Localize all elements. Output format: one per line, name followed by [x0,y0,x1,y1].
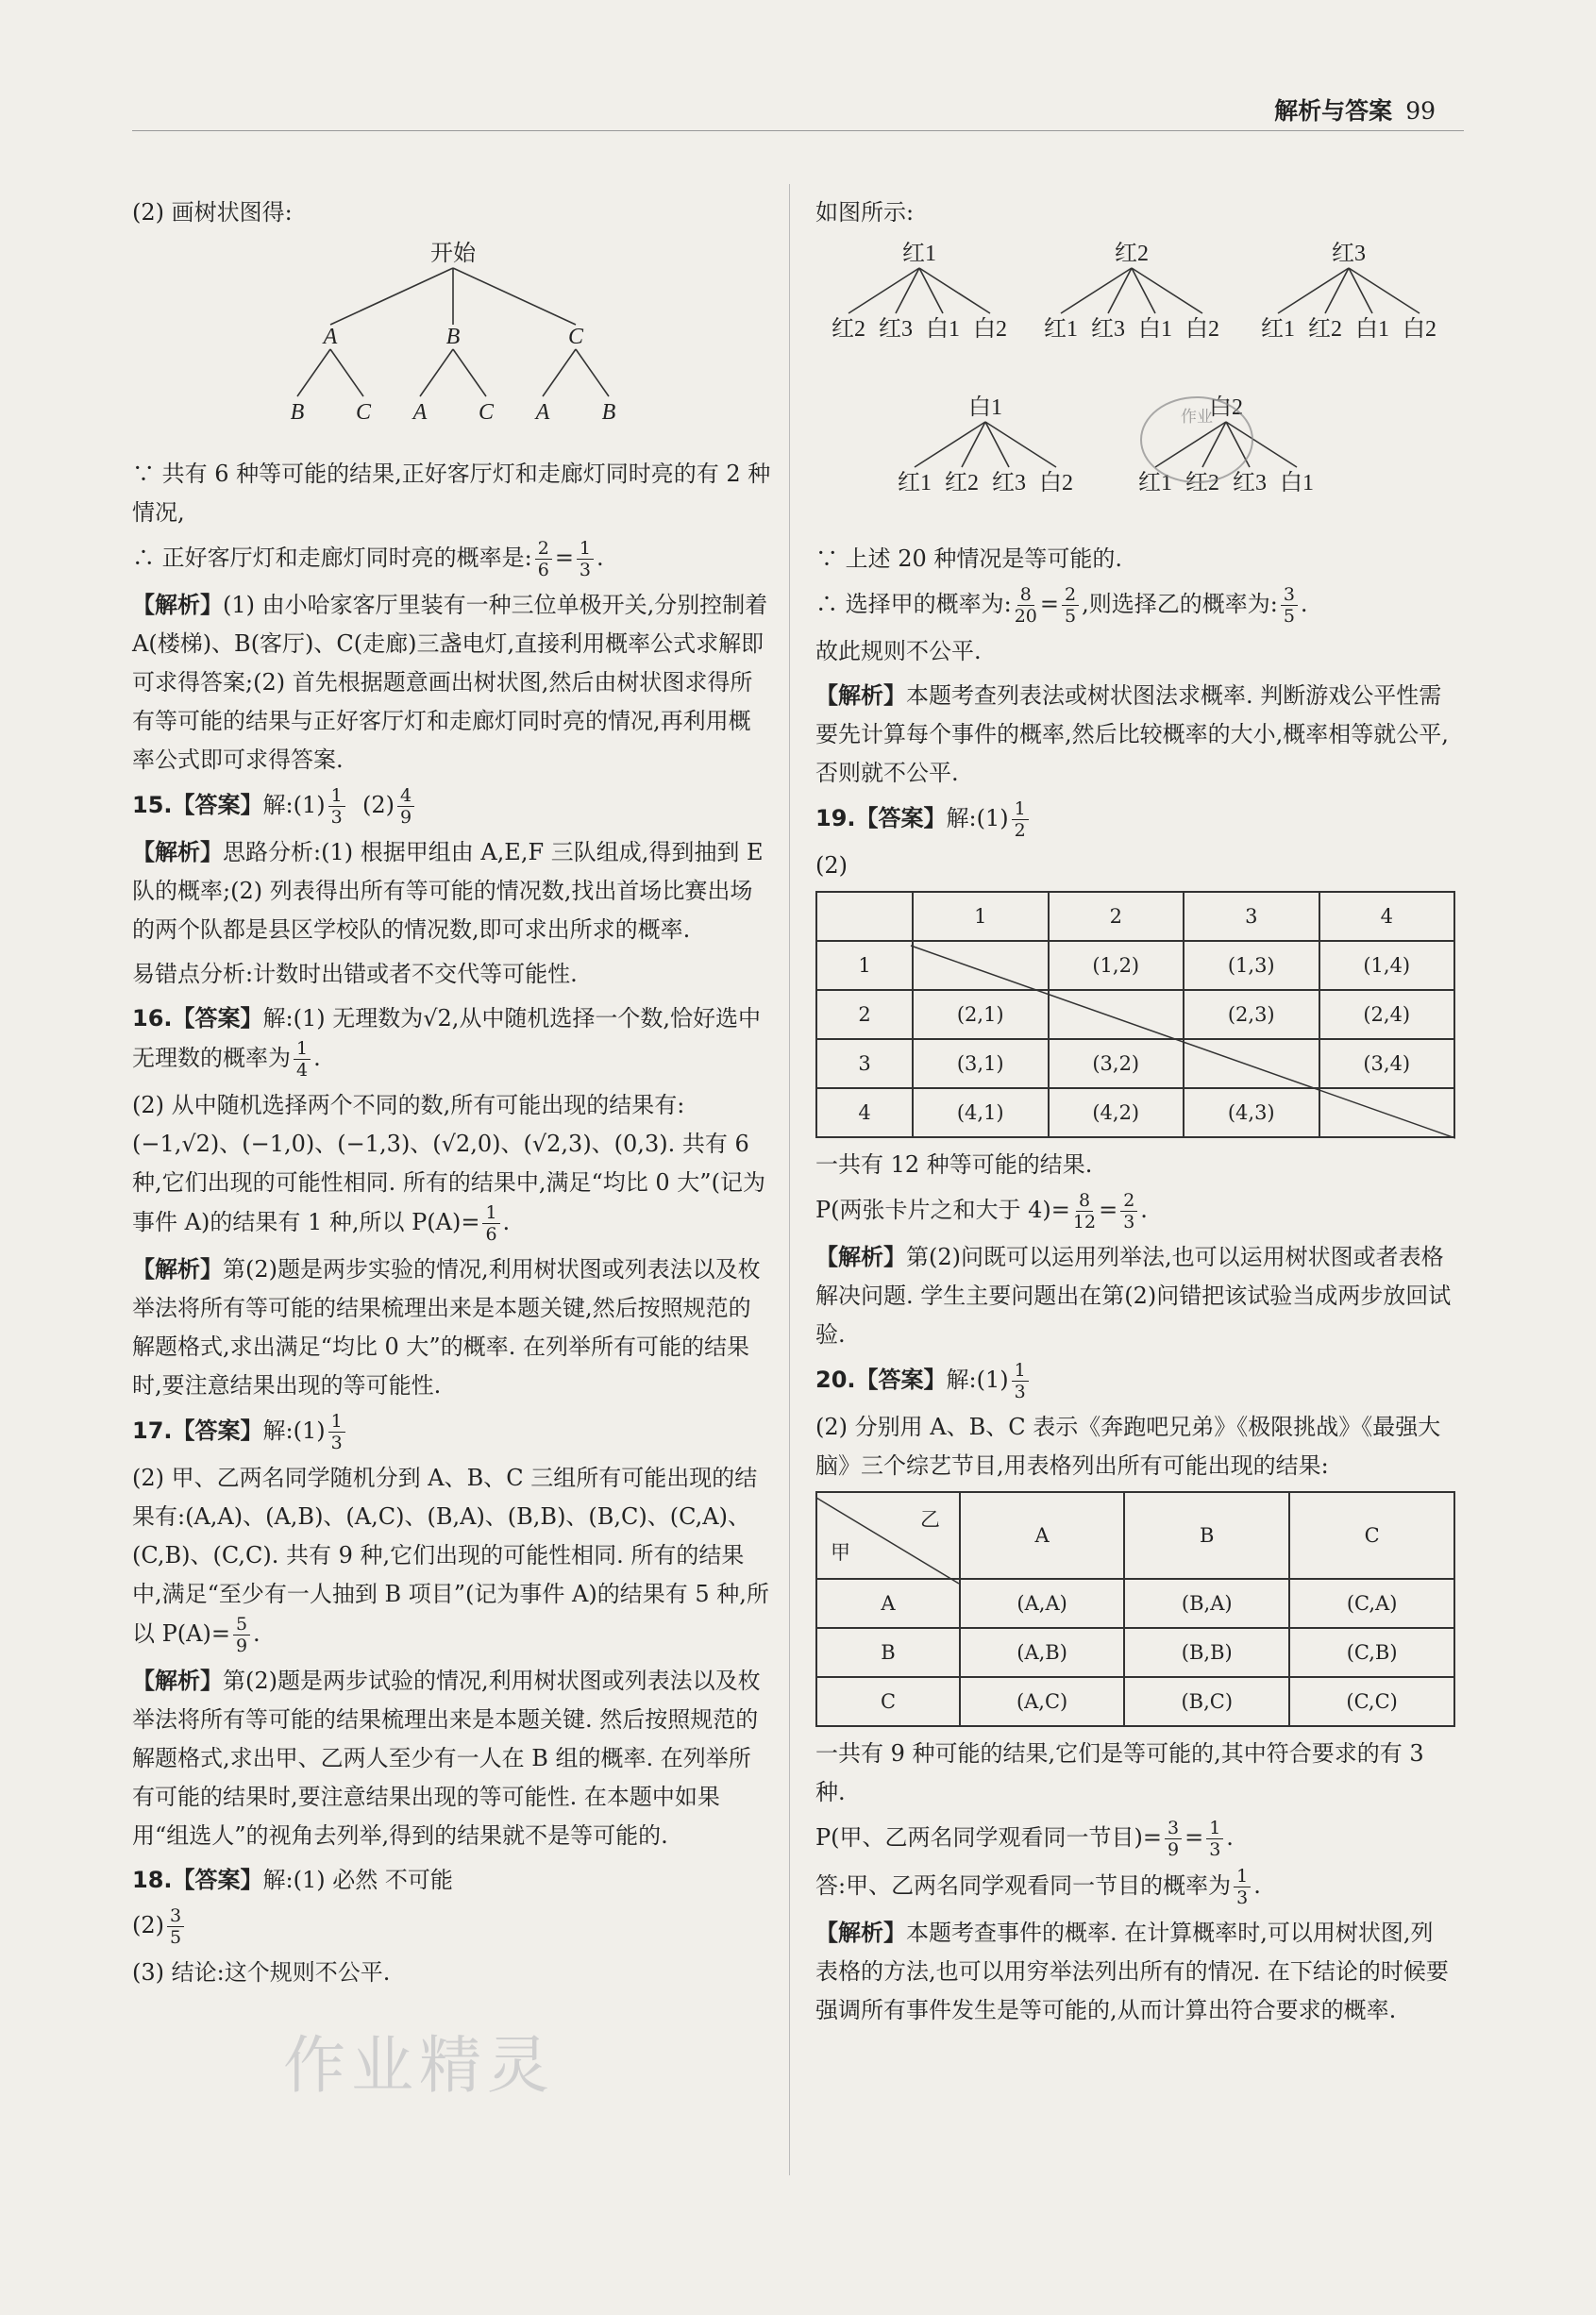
q18-part2: (2) $\frac{3}{5}$ [132,1905,772,1948]
q18-conclusion-1: ∵ 上述 20 种情况是等可能的. [815,545,1123,572]
q14-analysis: 【解析】(1) 由小哈家客厅里装有一种三位单极开关,分别控制着 A(楼梯)、B(客厅)、C(走廊)三盏电灯,直接利用概率公式求解即可求得答案;(2) 首先根据题意画出树状图,然后由树状图求得所有等可能的结果与正好客厅灯和走廊灯同时亮的情况,再利用概率公式即可求得答案. [132,592,768,773]
tree-root: 白1 [968,395,1002,420]
q18-analysis: 【解析】本题考查列表法或树状图法求概率. 判断游戏公平性需要先计算每个事件的概率,然后比较概率的大小,概率相等就公平,否则就不公平. [815,682,1449,786]
fraction: $\frac{2}{5}$ [1062,584,1079,627]
tree-root: 红2 [1115,242,1149,266]
tree-leaf: 红1 [1044,317,1078,342]
stamp-logo: 作业 [1140,396,1253,483]
fraction: $\frac{8}{12}$ [1072,1190,1097,1233]
table-row: 乙 甲 A B C [816,1492,1454,1579]
q14-probability: ∴ 正好客厅灯和走廊灯同时亮的概率是: $\frac{2}{6}$ = $\frac{1}{3}$ . [132,538,604,580]
tree-leaf: 红2 [832,317,865,342]
table20-wrap [815,1491,1455,1727]
table-row: 2 (2,1) (2,3) (2,4) [816,990,1454,1039]
q19-analysis: 【解析】第(2)问既可以运用列举法,也可以运用树状图或者表格解决问题. 学生主要问题出在第(2)问错把该试验当成两步放回试验. [815,1244,1452,1348]
watermark: 作业精灵 [283,2029,555,2102]
table19-diagonal [815,897,1455,1142]
tree-leaf: 白1 [1355,317,1389,342]
header-title: 解析与答案 [1274,97,1393,125]
q15-answer: 15.【答案】解:(1) $\frac{1}{3}$ (2) $\frac{4}{9}$ [132,785,772,828]
q18-answer: 18.【答案】解:(1) 必然 不可能 [132,1867,453,1893]
tree-root: 开始 [430,242,476,266]
table-row: 1 (1,2) (1,3) (1,4) [816,941,1454,990]
q19-answer: 19.【答案】解:(1) $\frac{1}{2}$ [815,798,1455,841]
left-column [132,193,772,1998]
tree-leaf: A [412,400,428,425]
tree-node: B [445,325,461,349]
tree-leaf: 红3 [1233,471,1267,495]
tree-node: C [567,325,584,349]
tree-leaf: 白1 [1280,471,1314,495]
tree-leaf: 红1 [1138,471,1172,495]
q14-text: ∵ 共有 6 种等可能的结果,正好客厅灯和走廊灯同时亮的有 2 种情况, [132,461,771,526]
q16-answer: 16.【答案】解:(1) 无理数为√2,从中随机选择一个数,恰好选中无理数的概率为 $\frac{1}{4}$ . [132,1005,762,1081]
tree-leaf: 红1 [898,471,932,495]
table20-corner: 乙 甲 [816,1492,960,1579]
tree-leaf: B [601,400,616,425]
q15-analysis: 【解析】思路分析:(1) 根据甲组由 A,E,F 三队组成,得到抽到 E 队的概率;(2) 列表得出所有等可能的情况数,找出首场比赛出场的两个队都是县区学校队的情况数,即可求出所求的概率. [132,839,764,943]
fraction: $\frac{1}{3}$ [577,538,594,580]
header-rule [132,130,1464,131]
tree-leaf: 白1 [926,317,960,342]
q19-probability: P(两张卡片之和大于 4)= $\frac{8}{12}$ = $\frac{2}{3}$ . [815,1190,1148,1233]
q20-part2: (2) 分别用 A、B、C 表示《奔跑吧兄弟》《极限挑战》《最强大脑》三个综艺节目,用表格列出所有可能出现的结果: [815,1414,1441,1479]
fraction: $\frac{1}{3}$ [1012,1360,1029,1402]
tree-diagram-cards [815,238,1455,540]
fraction: $\frac{1}{3}$ [1206,1818,1223,1860]
q19-part2: (2) [815,852,848,879]
fraction: $\frac{8}{20}$ [1014,584,1037,627]
right-column [815,193,1455,2036]
q15-error-note: 易错点分析:计数时出错或者不交代等可能性. [132,961,578,987]
q17-answer: 17.【答案】解:(1) $\frac{1}{3}$ [132,1411,772,1453]
q14-part2-intro: (2) 画树状图得: [132,199,293,226]
fraction: $\frac{1}{4}$ [294,1038,311,1081]
tree-diagram-abc [132,238,772,455]
tree-leaf: 红2 [945,471,979,495]
tree-node: A [323,325,338,349]
fraction: $\frac{2}{3}$ [1120,1190,1137,1233]
tree-leaf: 白1 [1138,317,1172,342]
q20-answer: 20.【答案】解:(1) $\frac{1}{3}$ [815,1360,1455,1402]
fraction: $\frac{1}{6}$ [482,1202,499,1245]
q18-conclusion-3: 故此规则不公平. [815,638,982,664]
q20-analysis: 【解析】本题考查事件的概率. 在计算概率时,可以用树状图,列表格的方法,也可以用穷举法列出所有的情况. 在下结论的时候要强调所有事件发生是等可能的,从而计算出符合要求的概率. [815,1920,1449,2023]
q18-part3: (3) 结论:这个规则不公平. [132,1959,391,1986]
tree-leaf: 红3 [879,317,913,342]
table-row: 3 (3,1) (3,2) (3,4) [816,1039,1454,1088]
table-row: 4 (4,1) (4,2) (4,3) [816,1088,1454,1137]
tree-leaf: 白2 [1039,471,1073,495]
tree-root: 白2 [1209,395,1243,420]
table-row: 1 2 3 4 [816,892,1454,941]
q20-probability: P(甲、乙两名同学观看同一节目)= $\frac{3}{9}$ = $\frac{1}{3}$ . [815,1818,1234,1860]
tree-intro: 如图所示: [815,199,915,226]
fraction: $\frac{1}{3}$ [328,785,345,828]
tree-leaf: 白2 [1185,317,1219,342]
tree-leaf: 红1 [1261,317,1295,342]
fraction: $\frac{1}{2}$ [1012,798,1029,841]
tree-root: 红1 [902,242,936,266]
tree-root: 红3 [1332,242,1366,266]
fraction: $\frac{2}{6}$ [535,538,552,580]
table19-wrap [815,891,1455,1138]
table20-diagonal [815,1497,966,1587]
table-row: B (A,B) (B,B) (C,B) [816,1628,1454,1677]
q17-part2: (2) 甲、乙两名同学随机分到 A、B、C 三组所有可能出现的结果有:(A,A)、(A,B)、(A,C)、(B,A)、(B,B)、(B,C)、(C,A)、(C,B)、(C,C). 共有 9 种,它们出现的可能性相同. 所有的结果中,满足“至少有一人抽到 B 项目”(记为事件 A)的结果有 5 种,所以 P(A)= $\frac{5}{9}$ . [132,1465,769,1656]
tree-leaf: C [355,400,372,425]
tree-leaf: 红3 [1091,317,1125,342]
page-header [1274,92,1436,126]
fraction: $\frac{4}{9}$ [397,785,414,828]
fraction: $\frac{3}{5}$ [1281,584,1298,627]
page-number: 99 [1405,97,1436,125]
tree-leaf: B [290,400,305,425]
fraction: $\frac{3}{5}$ [167,1905,184,1948]
tree-leaf: 红3 [992,471,1026,495]
q16-analysis: 【解析】第(2)题是两步实验的情况,利用树状图或列表法以及枚举法将所有等可能的结果梳理出来是本题关键,然后按照规范的解题格式,求出满足“均比 0 大”的概率. 在列举所有可能的结果时,要注意结果出现的等可能性. [132,1256,761,1399]
fraction: $\frac{5}{9}$ [233,1614,250,1656]
q20-final-answer: 答:甲、乙两名同学观看同一节目的概率为 $\frac{1}{3}$ . [815,1866,1261,1908]
tree-leaf: C [478,400,495,425]
tree-leaf: 白2 [1403,317,1436,342]
tree-leaf: 白2 [973,317,1007,342]
column-divider [789,184,790,2175]
fraction: $\frac{3}{9}$ [1165,1818,1182,1860]
tree-leaf: A [535,400,550,425]
fraction: $\frac{1}{3}$ [1234,1866,1251,1908]
q19-count: 一共有 12 种等可能的结果. [815,1151,1093,1178]
tree-leaf: 红2 [1308,317,1342,342]
fraction: $\frac{1}{3}$ [328,1411,345,1453]
table-row: C (A,C) (B,C) (C,C) [816,1677,1454,1726]
q16-part2: (2) 从中随机选择两个不同的数,所有可能出现的结果有:(−1,√2)、(−1,0)、(−1,3)、(√2,0)、(√2,3)、(0,3). 共有 6 种,它们出现的可能性相同. 所有的结果中,满足“均比 0 大”(记为事件 A)的结果有 1 种,所以 P(A)= $\frac{1}{6}$ . [132,1092,765,1245]
q17-analysis: 【解析】第(2)题是两步试验的情况,利用树状图或列表法以及枚举法将所有等可能的结果梳理出来是本题关键. 然后按照规范的解题格式,求出甲、乙两人至少有一人在 B 组的概率. 在列举所有可能的结果时,要注意结果出现的等可能性. 在本题中如果用“组选人”的视角去列举,得到的结果就不是等可能的. [132,1668,761,1849]
tree-leaf: 红2 [1185,471,1219,495]
q20-count: 一共有 9 种可能的结果,它们是等可能的,其中符合要求的有 3 种. [815,1740,1424,1805]
q18-conclusion-2: ∴ 选择甲的概率为: $\frac{8}{20}$ = $\frac{2}{5}$ ,则选择乙的概率为: $\frac{3}{5}$ . [815,584,1308,627]
table-row: A (A,A) (B,A) (C,A) [816,1579,1454,1628]
